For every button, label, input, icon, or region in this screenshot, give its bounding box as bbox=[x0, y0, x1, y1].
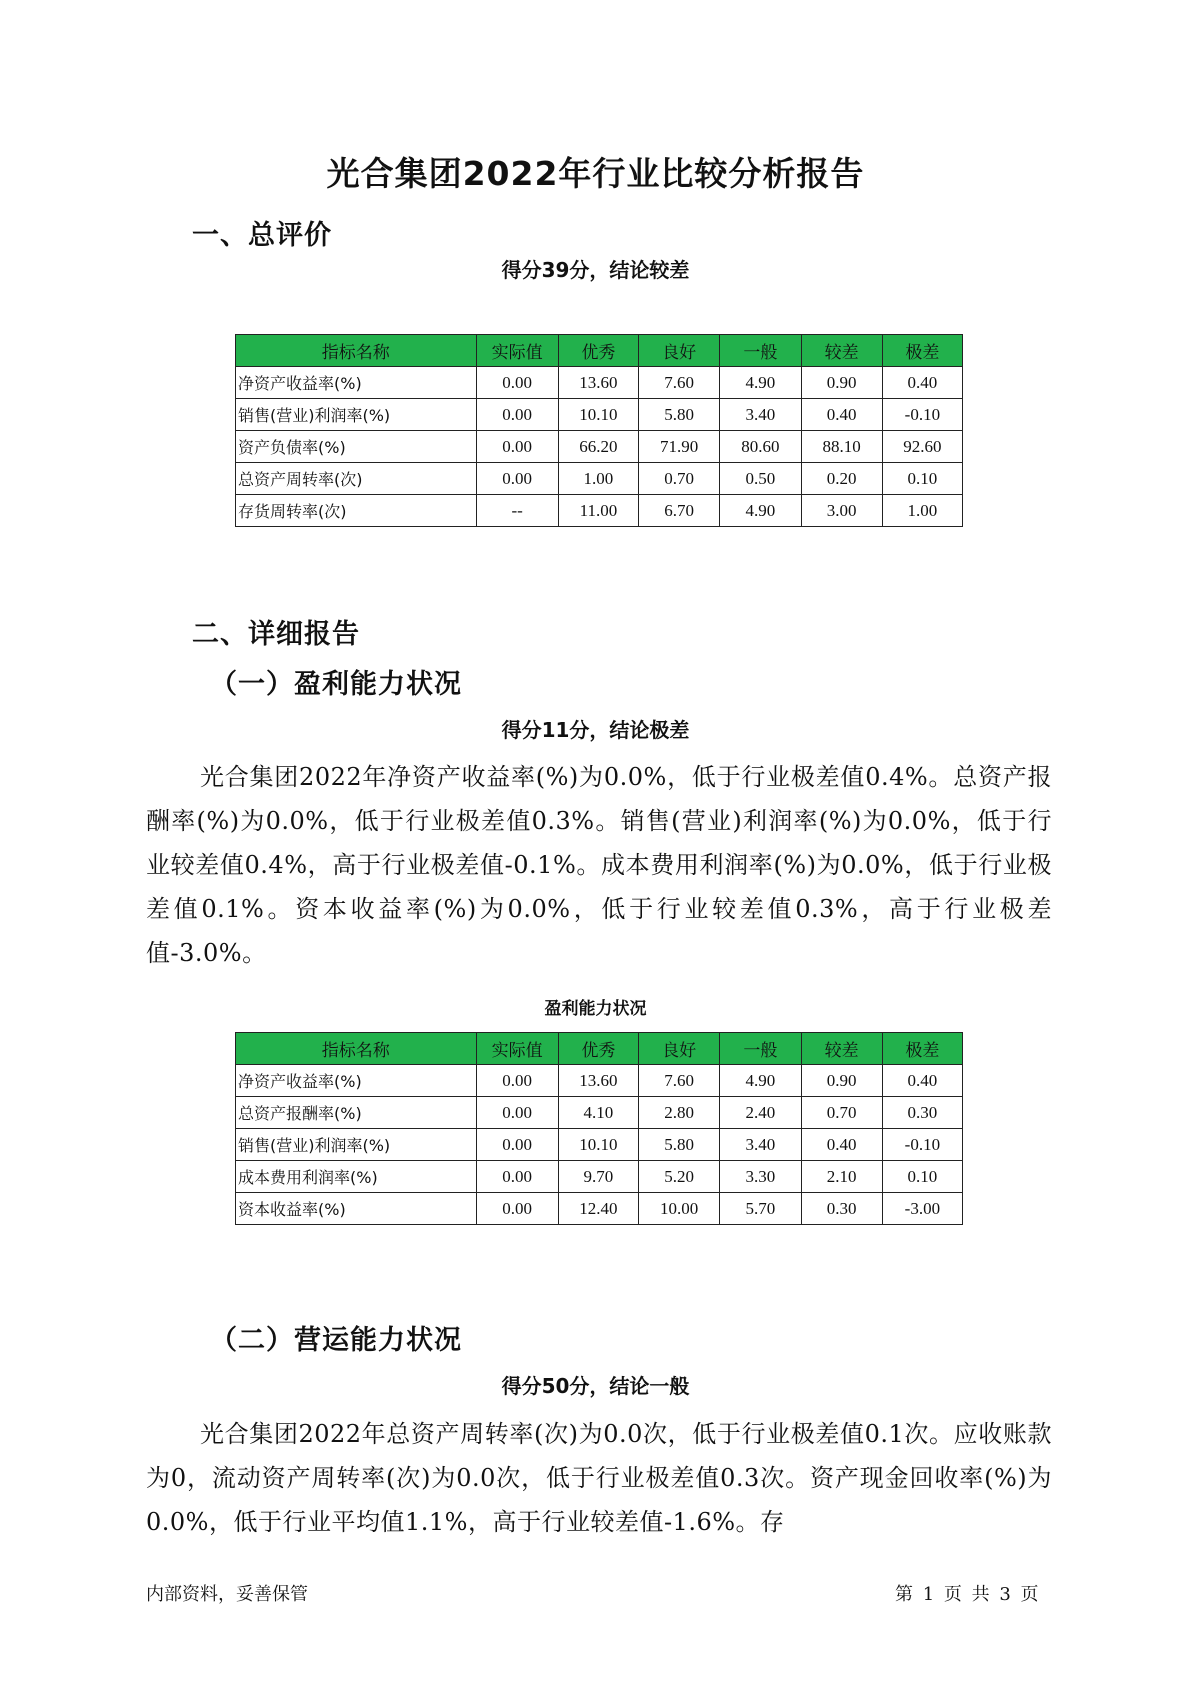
cell-value: 0.20 bbox=[801, 463, 882, 495]
table-row bbox=[236, 431, 963, 463]
operations-score: 得分50分，结论一般 bbox=[501, 1374, 690, 1398]
cell-value: 9.70 bbox=[558, 1161, 638, 1193]
cell-value: 0.70 bbox=[639, 463, 720, 495]
table-row bbox=[236, 463, 963, 495]
cell-value: 10.10 bbox=[558, 399, 638, 431]
cell-value: 13.60 bbox=[558, 367, 638, 399]
cell-value: 0.00 bbox=[476, 367, 558, 399]
cell-value: 0.00 bbox=[476, 1129, 558, 1161]
cell-value: 4.10 bbox=[558, 1097, 638, 1129]
cell-value: 10.00 bbox=[639, 1193, 720, 1225]
cell-value: 0.00 bbox=[476, 1097, 558, 1129]
col-header: 良好 bbox=[639, 335, 720, 367]
col-header: 较差 bbox=[801, 1033, 882, 1065]
col-header: 实际值 bbox=[476, 1033, 558, 1065]
cell-value: 0.10 bbox=[882, 463, 962, 495]
col-header: 实际值 bbox=[476, 335, 558, 367]
cell-value: 4.90 bbox=[720, 367, 801, 399]
col-header: 指标名称 bbox=[236, 1033, 477, 1065]
footer-confidential: 内部资料，妥善保管 bbox=[146, 1584, 308, 1605]
table-caption: 盈利能力状况 bbox=[544, 999, 647, 1019]
cell-value: 1.00 bbox=[558, 463, 638, 495]
col-header: 极差 bbox=[882, 335, 962, 367]
cell-value: 92.60 bbox=[882, 431, 962, 463]
cell-value: 5.20 bbox=[639, 1161, 720, 1193]
cell-value: 4.90 bbox=[720, 1065, 801, 1097]
cell-value: 0.40 bbox=[801, 1129, 882, 1161]
profitability-table bbox=[235, 1032, 963, 1225]
page-title: 光合集团2022年行业比较分析报告 bbox=[326, 154, 865, 193]
table-row bbox=[236, 1161, 963, 1193]
cell-value: 0.70 bbox=[801, 1097, 882, 1129]
cell-value: 3.40 bbox=[720, 399, 801, 431]
cell-value: 11.00 bbox=[558, 495, 638, 527]
cell-value: 0.10 bbox=[882, 1161, 962, 1193]
col-header: 指标名称 bbox=[236, 335, 477, 367]
table-row bbox=[236, 1193, 963, 1225]
cell-value: 10.10 bbox=[558, 1129, 638, 1161]
cell-value: -3.00 bbox=[882, 1193, 962, 1225]
cell-value: 0.00 bbox=[476, 1193, 558, 1225]
profitability-score: 得分11分，结论极差 bbox=[501, 718, 690, 742]
cell-value: 0.00 bbox=[476, 399, 558, 431]
cell-value: -- bbox=[476, 495, 558, 527]
cell-value: 3.00 bbox=[801, 495, 882, 527]
operations-paragraph: 光合集团2022年总资产周转率(次)为0.0次，低于行业极差值0.1次。应收账款为0，流动资产周转率(次)为0.0次，低于行业极差值0.3次。资产现金回收率(%)为0.0%，低于行业平均值1.1%，高于行业较差值-1.6%。存 bbox=[146, 1420, 1052, 1536]
cell-value: 3.30 bbox=[720, 1161, 801, 1193]
cell-value: 0.00 bbox=[476, 1161, 558, 1193]
metric-name: 成本费用利润率(%) bbox=[236, 1161, 477, 1193]
cell-value: 0.90 bbox=[801, 1065, 882, 1097]
table-header-row bbox=[236, 335, 963, 367]
cell-value: 4.90 bbox=[720, 495, 801, 527]
metric-name: 总资产报酬率(%) bbox=[236, 1097, 477, 1129]
metric-name: 资产负债率(%) bbox=[236, 431, 477, 463]
overall-score: 得分39分，结论较差 bbox=[501, 258, 690, 282]
overall-table bbox=[235, 334, 963, 527]
cell-value: 2.80 bbox=[639, 1097, 720, 1129]
metric-name: 总资产周转率(次) bbox=[236, 463, 477, 495]
cell-value: -0.10 bbox=[882, 1129, 962, 1161]
cell-value: 88.10 bbox=[801, 431, 882, 463]
col-header: 优秀 bbox=[558, 335, 638, 367]
cell-value: 12.40 bbox=[558, 1193, 638, 1225]
col-header: 优秀 bbox=[558, 1033, 638, 1065]
cell-value: 0.40 bbox=[882, 367, 962, 399]
metric-name: 存货周转率(次) bbox=[236, 495, 477, 527]
cell-value: 0.40 bbox=[801, 399, 882, 431]
metric-name: 净资产收益率(%) bbox=[236, 1065, 477, 1097]
cell-value: 2.10 bbox=[801, 1161, 882, 1193]
cell-value: 7.60 bbox=[639, 1065, 720, 1097]
cell-value: 5.70 bbox=[720, 1193, 801, 1225]
section-heading-detail: 二、详细报告 bbox=[192, 619, 360, 650]
table-row bbox=[236, 1097, 963, 1129]
metric-name: 销售(营业)利润率(%) bbox=[236, 399, 477, 431]
table-row bbox=[236, 1065, 963, 1097]
col-header: 一般 bbox=[720, 335, 801, 367]
cell-value: 0.30 bbox=[882, 1097, 962, 1129]
cell-value: 0.50 bbox=[720, 463, 801, 495]
cell-value: 7.60 bbox=[639, 367, 720, 399]
subsection-heading-profitability: （一）盈利能力状况 bbox=[210, 669, 462, 700]
metric-name: 资本收益率(%) bbox=[236, 1193, 477, 1225]
cell-value: 0.40 bbox=[882, 1065, 962, 1097]
cell-value: 0.90 bbox=[801, 367, 882, 399]
section-heading-overall: 一、总评价 bbox=[192, 220, 332, 251]
cell-value: 0.00 bbox=[476, 463, 558, 495]
cell-value: 0.00 bbox=[476, 1065, 558, 1097]
col-header: 较差 bbox=[801, 335, 882, 367]
cell-value: 2.40 bbox=[720, 1097, 801, 1129]
cell-value: 66.20 bbox=[558, 431, 638, 463]
cell-value: 5.80 bbox=[639, 1129, 720, 1161]
table-row bbox=[236, 495, 963, 527]
table-header-row bbox=[236, 1033, 963, 1065]
cell-value: 80.60 bbox=[720, 431, 801, 463]
col-header: 一般 bbox=[720, 1033, 801, 1065]
table-row bbox=[236, 367, 963, 399]
page-number: 第 1 页 共 3 页 bbox=[895, 1584, 1039, 1605]
table-row bbox=[236, 1129, 963, 1161]
cell-value: 1.00 bbox=[882, 495, 962, 527]
cell-value: -0.10 bbox=[882, 399, 962, 431]
col-header: 极差 bbox=[882, 1033, 962, 1065]
table-row bbox=[236, 399, 963, 431]
cell-value: 0.30 bbox=[801, 1193, 882, 1225]
cell-value: 71.90 bbox=[639, 431, 720, 463]
cell-value: 6.70 bbox=[639, 495, 720, 527]
col-header: 良好 bbox=[639, 1033, 720, 1065]
cell-value: 0.00 bbox=[476, 431, 558, 463]
profitability-paragraph: 光合集团2022年净资产收益率(%)为0.0%，低于行业极差值0.4%。总资产报酬率(%)为0.0%，低于行业极差值0.3%。销售(营业)利润率(%)为0.0%，低于行业较差值0.4%，高于行业极差值-0.1%。成本费用利润率(%)为0.0%，低于行业极差值0.1%。资本收益率(%)为0.0%，低于行业较差值0.3%，高于行业极差值-3.0%。 bbox=[146, 763, 1052, 967]
metric-name: 净资产收益率(%) bbox=[236, 367, 477, 399]
cell-value: 13.60 bbox=[558, 1065, 638, 1097]
cell-value: 5.80 bbox=[639, 399, 720, 431]
metric-name: 销售(营业)利润率(%) bbox=[236, 1129, 477, 1161]
cell-value: 3.40 bbox=[720, 1129, 801, 1161]
subsection-heading-operations: （二）营运能力状况 bbox=[210, 1325, 462, 1356]
